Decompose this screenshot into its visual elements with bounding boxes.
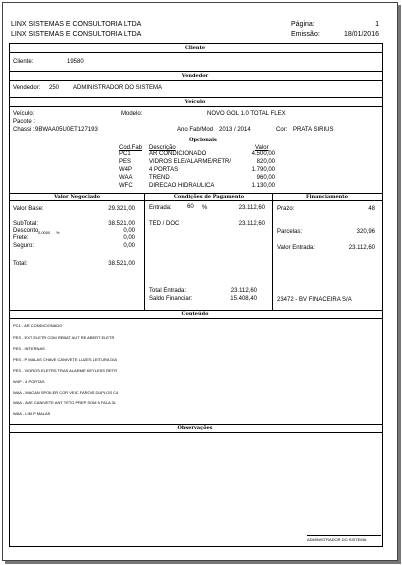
financeira-name: 23472 - BV FINACEIRA S/A	[277, 297, 352, 303]
list-item: PES - INTERNAS	[13, 346, 45, 351]
company-name-2: LINX SISTEMAS E CONSULTORIA LTDA	[11, 31, 142, 38]
section-condicoes-title: Condições de Pagamento	[173, 194, 245, 200]
signature-line	[307, 535, 381, 536]
modelo-label: Modelo:	[121, 111, 143, 117]
content-frame	[9, 43, 383, 547]
divider	[9, 106, 382, 107]
section-observacoes-title: Observações	[177, 425, 213, 431]
column-divider	[144, 193, 145, 310]
entrada-percent-sign: %	[202, 205, 208, 211]
list-item: WAA - MACAN SPOILER COR VEIC FAROIS DUPLOS C4	[13, 390, 119, 395]
divider	[9, 97, 382, 98]
opcionais-code: PC1	[119, 151, 131, 157]
total-entrada-value: 23.112,60	[230, 288, 257, 294]
valor-entrada-label: Valor Entrada:	[277, 245, 315, 251]
opcionais-code: WAA	[119, 175, 133, 181]
pacote-label: Pacote :	[13, 119, 36, 125]
seguro-value: 0,00	[123, 243, 135, 249]
company-name-1: LINX SISTEMAS E CONSULTORIA LTDA	[11, 21, 142, 28]
desconto-value: 0,00	[123, 228, 135, 234]
ano-label: Ano Fab/Mod	[177, 127, 214, 133]
desconto-label: Desconto	[13, 228, 39, 234]
opcionais-desc: TREND	[149, 175, 170, 181]
total-value: 38.521,00	[108, 261, 135, 267]
opcionais-desc: AR CONDICIONADO	[149, 151, 207, 157]
list-item: WAA - AVE CANIVETE ANT TETO PREP SOM 5 FALA 3L	[13, 400, 117, 405]
page-number: 1	[375, 21, 379, 28]
entrada-label: Entrada:	[149, 205, 172, 211]
cliente-value: 19580	[67, 59, 84, 65]
section-vendedor-title: Vendedor	[181, 73, 209, 79]
section-cliente-title: Cliente	[184, 45, 206, 51]
prazo-label: Prazo:	[277, 206, 295, 212]
vendedor-name: ADMINISTRADOR DO SISTEMA	[73, 85, 163, 91]
list-item: PES - EXT ELETR COM REBAT AUT RE ABERT ELETR	[13, 335, 115, 340]
seguro-label: Seguro:	[13, 243, 35, 249]
opcionais-value: 4.500,00	[251, 151, 275, 157]
page-label: Página:	[291, 21, 315, 28]
report-page	[2, 2, 398, 561]
entrada-value: 23.112,60	[238, 205, 265, 211]
opcionais-value: 1.130,00	[251, 183, 275, 189]
ano-value: 2013 / 2014	[219, 127, 251, 133]
saldo-financiar-value: 15.408,40	[230, 296, 257, 302]
total-label: Total:	[13, 261, 28, 267]
section-valor-negociado-title: Valor Negociado	[54, 194, 100, 200]
list-item: PC1 - AR CONDICIONADO	[13, 323, 63, 328]
chassi-value: 9BWAA05U0ET127193	[35, 127, 98, 133]
section-financiamento-title: Financiamento	[306, 194, 348, 200]
cliente-label: Cliente:	[13, 59, 34, 65]
opcionais-value: 1.790,00	[251, 167, 275, 173]
saldo-financiar-label: Saldo Financiar:	[149, 296, 193, 302]
desconto-percent-sign: %	[56, 230, 60, 235]
signature-name: ADMINISTRADOR DO SISTEMA	[307, 537, 367, 542]
emission-label: Emissão:	[291, 31, 320, 38]
divider	[9, 80, 382, 81]
frete-label: Frete:	[13, 235, 29, 241]
emission-date: 18/01/2016	[343, 31, 379, 38]
opcionais-header-code: Cod.Fab	[119, 145, 143, 151]
opcionais-code: PES	[119, 159, 132, 165]
cor-value: PRATA SIRIUS	[293, 127, 334, 133]
opcionais-code: WFC	[119, 183, 133, 189]
divider	[9, 318, 382, 319]
subtotal-label: SubTotal:	[13, 221, 39, 227]
list-item: WAA - LIM P MALAS	[13, 411, 51, 416]
section-veiculo-title: Veículo	[184, 99, 206, 105]
veiculo-label: Veículo:	[13, 111, 35, 117]
entrada-percent: 60	[187, 204, 194, 210]
valor-base-value: 29.321,00	[108, 206, 135, 212]
opcionais-title: Opcionais	[189, 137, 217, 143]
valor-base-label: Valor Base:	[13, 206, 44, 212]
vendedor-label: Vendedor:	[13, 85, 41, 91]
opcionais-header-desc: Descrição	[149, 145, 176, 151]
cor-label: Cor:	[276, 127, 288, 133]
section-conteudo-title: Conteúdo	[181, 311, 209, 317]
modelo-value: NOVO GOL 1.0 TOTAL FLEX	[207, 111, 286, 117]
total-entrada-label: Total Entrada:	[149, 288, 187, 294]
desconto-percent: 0,0000	[38, 230, 51, 235]
divider	[9, 71, 382, 72]
divider	[9, 200, 382, 201]
parcelas-label: Parcelas:	[277, 229, 303, 235]
vendedor-code: 250	[49, 85, 60, 91]
parcelas-value: 320,96	[356, 229, 375, 235]
column-divider	[272, 193, 273, 310]
subtotal-value: 38.521,00	[108, 221, 135, 227]
opcionais-value: 960,00	[256, 175, 275, 181]
list-item: PES - P MALAS CHAVE CANIVETE LUZES LEITURA DIA	[13, 357, 118, 362]
prazo-value: 48	[368, 206, 375, 212]
opcionais-code: W4P	[119, 167, 133, 173]
valor-entrada-value: 23.112,60	[348, 245, 375, 251]
chassi-label: Chassi :	[13, 127, 35, 133]
ted-value: 23.112,60	[238, 221, 265, 227]
list-item: PES - VIDROS ELETRS TRAS ALARME KEYLESS RETR	[13, 368, 117, 373]
opcionais-header-value: Valor	[255, 145, 269, 151]
opcionais-desc: DIRECAO HIDRAULICA	[149, 183, 215, 189]
divider	[9, 432, 382, 433]
divider	[9, 52, 382, 53]
opcionais-desc: 4 PORTAS	[149, 167, 179, 173]
ted-label: TED / DOC	[149, 221, 180, 227]
opcionais-value: 820,00	[256, 159, 275, 165]
list-item: W4P - 4 PORTAS	[13, 379, 45, 384]
opcionais-desc: VIDROS ELE/ALARME/RETR/	[149, 159, 232, 165]
frete-value: 0,00	[123, 235, 135, 241]
